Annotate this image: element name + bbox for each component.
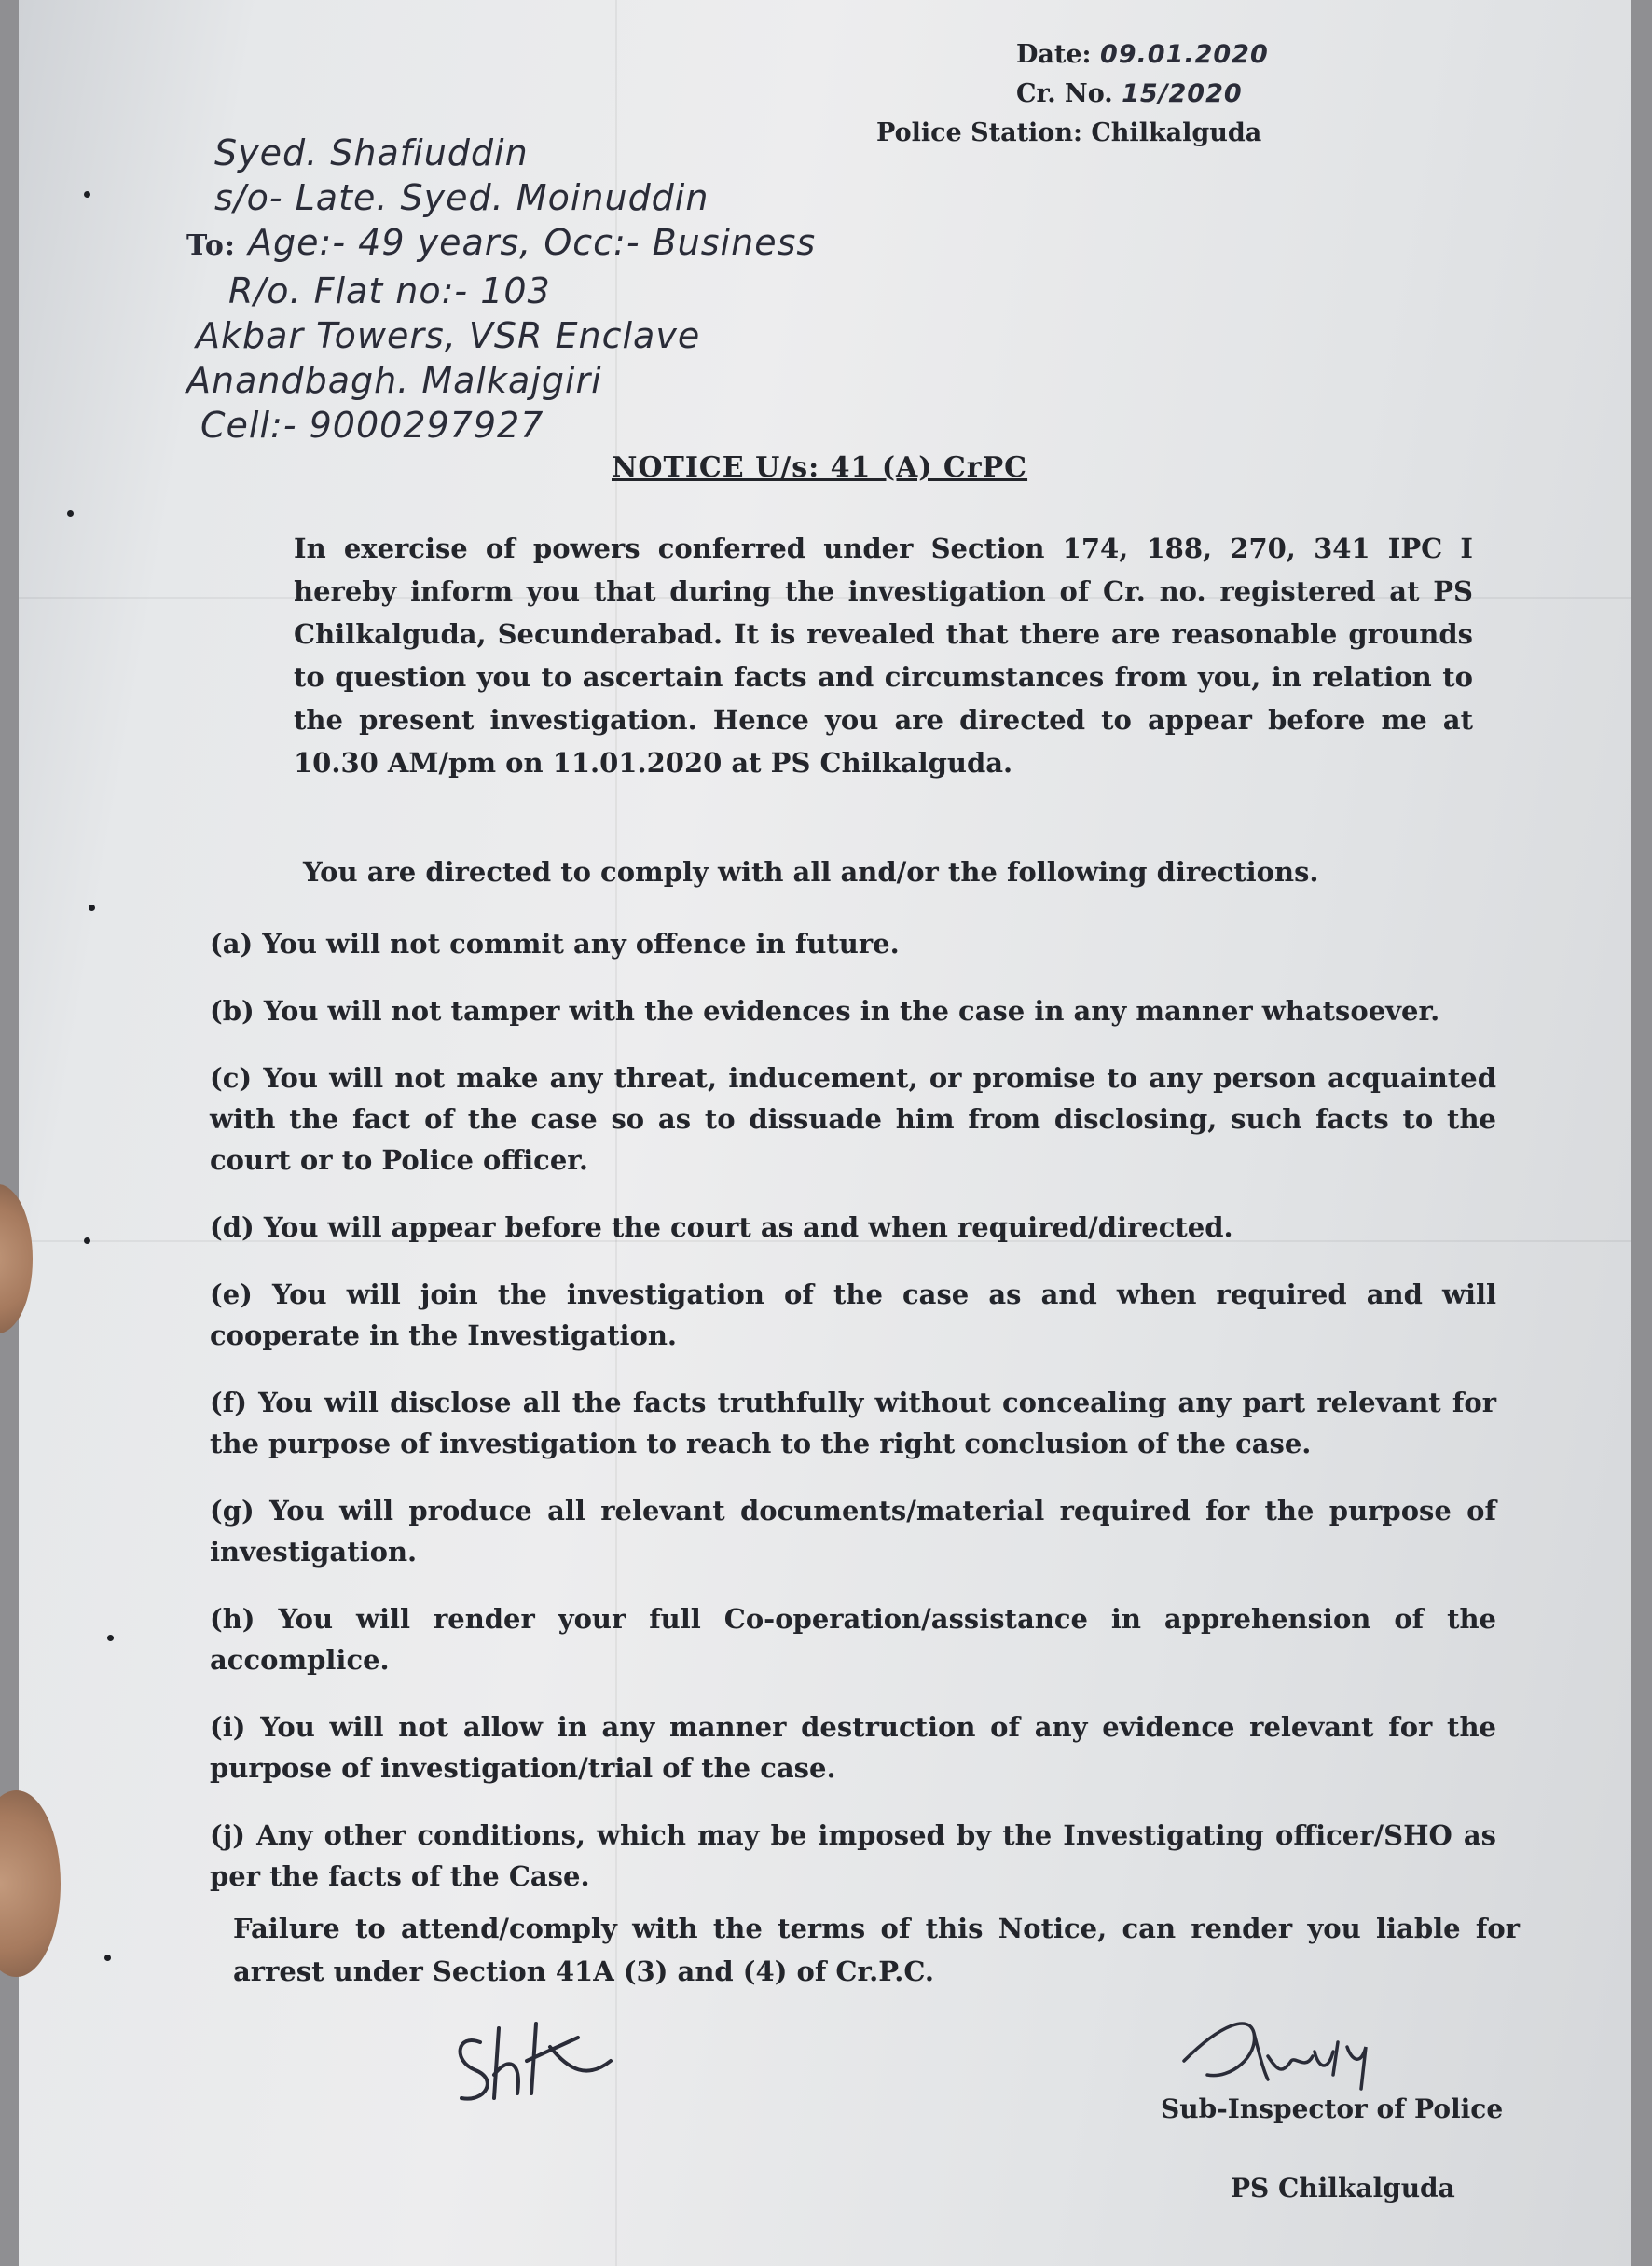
notice-paper	[19, 0, 1631, 2266]
failure-warning: Failure to attend/comply with the terms of this Notice, can render you liable for arrest under Section 41A (3) and (4) of Cr.P.C.	[233, 1913, 1520, 1987]
punch-mark	[104, 1955, 111, 1961]
date-label: Date:	[1016, 40, 1092, 69]
direction-item: (g) You will produce all relevant documents/material required for the purpose of investigation.	[210, 1495, 1496, 1568]
addressee-relation: s/o- Late. Syed. Moinuddin	[214, 177, 709, 218]
directions-intro: You are directed to comply with all and/or the following directions.	[303, 856, 1319, 888]
officer-title: Sub-Inspector of Police	[1161, 2093, 1504, 2124]
notice-title: NOTICE U/s: 41 (A) CrPC	[612, 451, 1028, 484]
addressee-name: Syed. Shafiuddin	[214, 132, 529, 173]
officer-signature	[1165, 2005, 1426, 2098]
addressee-cell: Cell:- 9000297927	[200, 405, 544, 446]
header-block	[876, 35, 1324, 153]
direction-item: (d) You will appear before the court as and when required/directed.	[210, 1211, 1233, 1243]
cr-row	[876, 75, 1324, 114]
punch-mark	[89, 905, 95, 911]
cr-label: Cr. No.	[1016, 79, 1113, 108]
direction-item: (a) You will not commit any offence in future.	[210, 928, 900, 960]
punch-mark	[84, 1237, 90, 1244]
recipient-signature	[447, 2005, 634, 2117]
addressee-age-occupation: Age:- 49 years, Occ:- Business	[248, 222, 817, 263]
date-value: 09.01.2020	[1099, 40, 1269, 69]
punch-mark	[107, 1635, 114, 1641]
cr-value: 15/2020	[1122, 79, 1243, 108]
direction-item: (e) You will join the investigation of the case as and when required and will cooperate in the Investigation.	[210, 1278, 1496, 1351]
directions-list	[210, 923, 1496, 1923]
direction-item: (i) You will not allow in any manner destruction of any evidence relevant for the purpose of investigation/trial of the case.	[210, 1711, 1496, 1784]
addressee-address-line1: R/o. Flat no:- 103	[228, 270, 551, 311]
punch-mark	[67, 510, 74, 517]
direction-item: (h) You will render your full Co-operation/assistance in apprehension of the accomplice.	[210, 1603, 1496, 1676]
notice-paragraph: In exercise of powers conferred under Section 174, 188, 270, 341 IPC I hereby inform you that during the investigation of Cr. no. registered at PS Chilkalguda, Secunderabad. It is revealed that there are reasonable grounds to question you to ascertain facts and circumstances from you, in relation to the present investigation. Hence you are directed to appear before me at 10.30 AM/pm on 11.01.2020 at PS Chilkalguda.	[294, 532, 1473, 779]
to-label: To:	[186, 229, 236, 262]
direction-item: (b) You will not tamper with the evidences in the case in any manner whatsoever.	[210, 995, 1440, 1027]
addressee-address-line3: Anandbagh. Malkajgiri	[186, 360, 602, 401]
date-row	[876, 35, 1324, 75]
direction-item: (f) You will disclose all the facts truthfully without concealing any part relevant for the purpose of investigation to reach to the right conclusion of the case.	[210, 1387, 1496, 1459]
police-station: Police Station: Chilkalguda	[876, 118, 1262, 147]
addressee-block	[186, 131, 895, 448]
direction-item: (j) Any other conditions, which may be imposed by the Investigating officer/SHO as per the facts of the Case.	[210, 1819, 1496, 1892]
officer-station: PS Chilkalguda	[1231, 2173, 1455, 2204]
punch-mark	[84, 191, 90, 198]
addressee-address-line2: Akbar Towers, VSR Enclave	[196, 315, 701, 356]
notice-body	[196, 527, 1473, 784]
direction-item: (c) You will not make any threat, inducement, or promise to any person acquainted with the fact of the case so as to dissuade him from disclosing, such facts to the court or to Police officer.	[210, 1062, 1496, 1176]
